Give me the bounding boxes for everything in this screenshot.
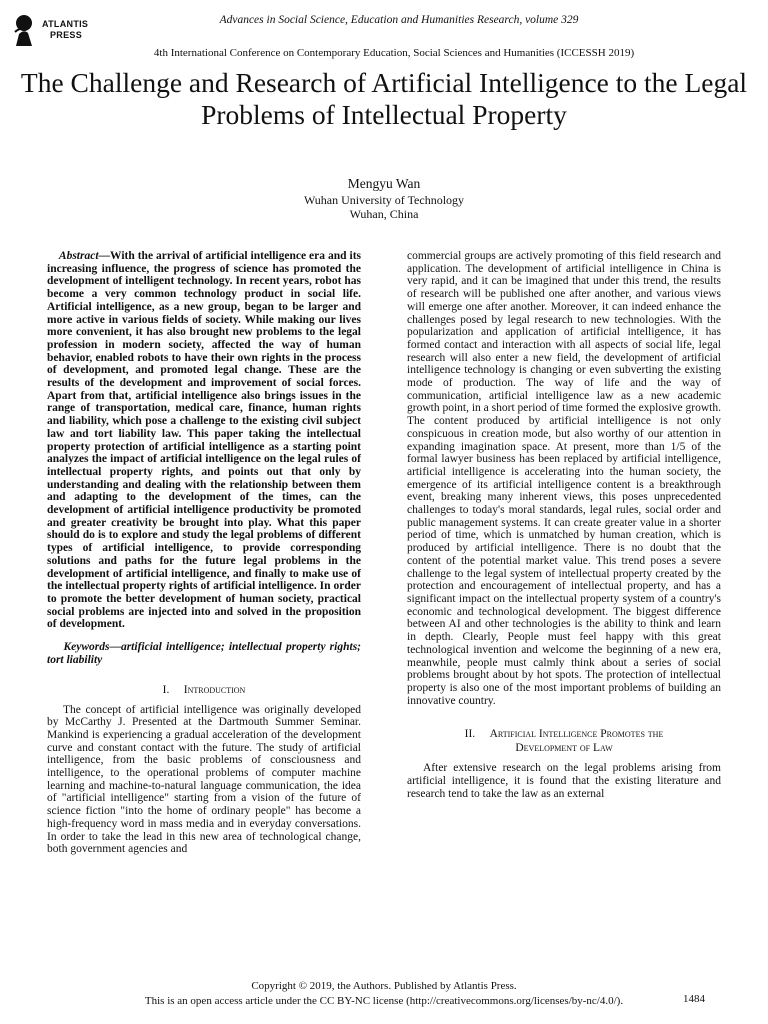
right-column-paragraph: commercial groups are actively promoting of this field research and application. The development of artificial intelligence in China is very rapid, and it can be imagined that under this trend, the results of research will be published one after another, and various views will emerge one after another. Moreover, it can indeed enhance the challenges posed by legal research to new technologies. With the popularization and application of artificial intelligence, it has formed contact and interaction with all aspects of social life, legal research will also enter a new field, the development of artificial intelligence technology is changing or even subverting the existing mode of production. The way of life and the way of communication, artificial intelligence law as a new academic growth point, in a short period of time formed the explosive growth. The content produced by artificial intelligence is not only conspicuous in creation mode, but also worthy of our attention in expanding imagination space. At present, more than 1/5 of the formal lawyer business has been replaced by artificial intelligence, artificial intelligence is accelerating into the human society, the emergence of its artificial intelligence content is a breakthrough event, breaking many inherent views, this poses unprecedented challenges to today's moral standards, legal rules, social order and public management systems. It can create greater value in a shorter period of time, which is unmatched by human creation, which is produced by artificial intelligence. There is no doubt that the content of the potential market value. This trend poses a severe challenge to the legal system of intellectual property created by the protection and encouragement of intellectual property, and has a significant impact on the intellectual property system of a country's economic and technological development. The biggest difference between AI and other technologies is the ability to think and learn in depth. Clearly, People must feel happy with this great technological invention and welcome the beginning of a new era, meanwhile, people must calmly think about a series of social problems brought about by hot spots. The protection of intellectual property is also one of the most important problems of building an innovative country. xyxy=(407,250,721,707)
abstract xyxy=(47,250,361,631)
section-2-heading xyxy=(407,727,721,755)
keywords-text: Keywords—artificial intelligence; intellectual property rights; tort liability xyxy=(47,641,361,666)
journal-header: Advances in Social Science, Education and Humanities Research, volume 329 xyxy=(219,14,579,26)
conference-header: 4th International Conference on Contemporary Education, Social Sciences and Humanities (ICCESSH 2019) xyxy=(153,47,635,59)
left-column xyxy=(47,250,361,856)
abstract-text: —With the arrival of artificial intelligence era and its increasing influence, the progress of science has promoted the development of intelligent technology. In recent years, robot has become a very common technology product in social life. Artificial intelligence, as a new group, began to be larger and more active in various fields of society. While making our lives more convenient, it has also brought new problems to the legal profession in modern society, affected the way of human behavior, enabled robots to have their own rights in the process of development, and promoted legal change. These are the results of the development and improvement of social forces. Apart from that, artificial intelligence also brings issues in the range of transportation, medical care, finance, human rights and liability, which pose a challenge to the existing civil subject law and tort liability law. This paper taking the intellectual property protection of artificial intelligence as a starting point analyzes the impact of artificial intelligence on the legal rules of intellectual property rights, and points out that only by understanding and dealing with the relationship between them and adapting to the development of the times, can the development of artificial intelligence productivity be promoted and greater creativity be brought into play. What this paper should do is to explore and study the legal problems of different types of artificial intelligence, to provide corresponding solutions and paths for the future legal problems in the development of artificial intelligence, and finally to make use of the intellectual property rights of artificial intelligence. In order to promote the better development of human society, practical social problems are injected into and solved in the proposition of development. xyxy=(47,250,362,631)
section-2-paragraph: After extensive research on the legal problems arising from artificial intelligence, it is found that the existing literature and research tend to take the law as an external xyxy=(407,762,721,800)
license-notice: This is an open access article under the CC BY-NC license (http://creativecommons.org/licenses/by-nc/4.0/). xyxy=(144,995,624,1007)
section-1-title: Introduction xyxy=(183,683,246,696)
section-1-heading xyxy=(47,683,361,697)
section-1-number: I. xyxy=(162,683,170,696)
section-1-paragraph: The concept of artificial intelligence was originally developed by McCarthy J. Presented at the Dartmouth Summer Seminar. Mankind is experiencing a gradual acceleration of the development curve and constant contact with the future. The study of artificial intelligence, from the basic problems of consciousness and intelligence, to the operational problems of computer machine learning and machine-to-natural language communication, the idea of "artificial intelligence" starting from a vision of the future of science fiction "into the home of ordinary people" has become a high-frequency word in mass media and in everyday conversations. In order to take the lead in this new area of technological change, both government agencies and xyxy=(47,703,361,856)
section-2-number: II. xyxy=(464,728,476,741)
right-column xyxy=(407,250,721,800)
logo-line-1: ATLANTIS xyxy=(42,19,89,29)
author-name: Mengyu Wan xyxy=(347,176,421,191)
logo-line-2: PRESS xyxy=(50,30,83,40)
keywords xyxy=(47,641,361,666)
section-2-title-line-1: Artificial Intelligence Promotes the xyxy=(489,728,664,741)
paper-title: The Challenge and Research of Artificial Intelligence to the Legal Problems of Intellectual Property xyxy=(20,67,748,130)
copyright-notice: Copyright © 2019, the Authors. Published by Atlantis Press. xyxy=(251,980,517,992)
abstract-label: Abstract xyxy=(58,250,99,262)
affiliation-location: Wuhan, China xyxy=(349,206,419,221)
affiliation xyxy=(0,194,768,221)
affiliation-institution: Wuhan University of Technology xyxy=(303,193,465,207)
page-number: 1484 xyxy=(683,993,705,1005)
section-2-title-line-2: Development of Law xyxy=(515,742,613,755)
